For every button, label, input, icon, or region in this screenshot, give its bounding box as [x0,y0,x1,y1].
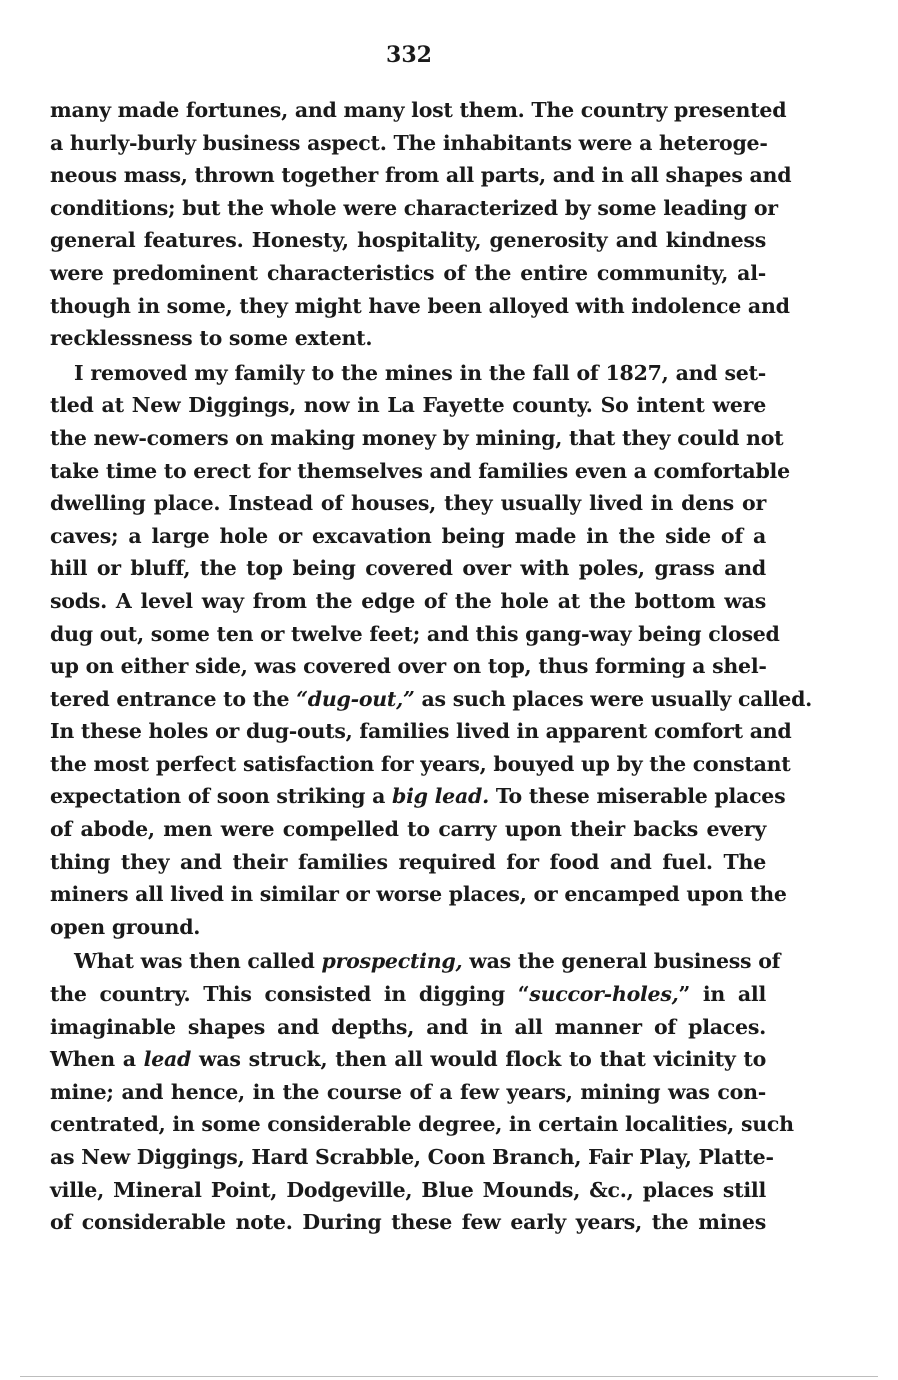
text-line: of considerable note. During these few early years, the mines [50,1210,766,1235]
text-line [50,1043,766,1076]
text-line [50,683,813,716]
italic-term: big lead. [392,784,489,809]
paragraph-2 [50,357,813,944]
text-line: take time to erect for themselves and families even a comfortable [50,458,790,483]
text-line: mine; and hence, in the course of a few years, mining was con- [50,1079,766,1104]
line-text: To these miserable places [488,784,786,809]
text-line: though in some, they might have been alloyed with indolence and [50,293,790,318]
text-line: imaginable shapes and depths, and in all manner of places. [50,1014,766,1039]
text-line: thing they and their families required for food and fuel. The [50,849,766,874]
text-line: many made fortunes, and many lost them. The country presented [50,98,787,122]
text-line: a hurly-burly business aspect. The inhabitants were a heteroge- [50,130,768,155]
text-line: tled at New Diggings, now in La Fayette county. So intent were [50,393,766,418]
text-line: the most perfect satisfaction for years, bouyed up by the constant [50,751,791,776]
line-text: When a [50,1047,144,1072]
text-line: general features. Honesty, hospitality, generosity and kindness [50,228,766,253]
paragraph-3 [50,945,794,1238]
text-line: In these holes or dug-outs, families lived in apparent comfort and [50,719,792,744]
text-line: I removed my family to the mines in the fall of 1827, and set- [74,360,766,385]
text-line: hill or bluff, the top being covered over with poles, grass and [50,556,766,581]
line-text: was struck, then all would flock to that vicinity to [191,1047,767,1072]
page-edge-rule [20,1376,878,1377]
text-line: dug out, some ten or twelve feet; and this gang-way being closed [50,621,780,646]
italic-term: “dug-out,” [296,686,415,711]
text-line: dwelling place. Instead of houses, they usually lived in dens or [50,491,766,516]
line-text: ” in all [678,982,766,1007]
text-line: the new-comers on making money by mining, that they could not [50,425,784,450]
text-line: conditions; but the whole were characterized by some leading or [50,195,778,220]
text-line: neous mass, thrown together from all parts, and in all shapes and [50,163,792,188]
italic-term: lead [143,1047,192,1072]
text-line: miners all lived in similar or worse places, or encamped upon the [50,882,787,907]
line-text: the country. This consisted in digging “ [50,982,530,1007]
line-text: was the general business of [462,949,781,974]
text-line: recklessness to some extent. [50,326,373,351]
line-text: as such places were usually called. [414,686,813,711]
text-line: open ground. [50,914,201,939]
paragraph-1 [50,94,792,355]
text-line: sods. A level way from the edge of the hole at the bottom was [50,588,766,613]
italic-term: succor-holes, [529,982,679,1007]
line-text: What was then called [74,949,322,974]
text-line: of abode, men were compelled to carry upon their backs every [50,817,766,842]
text-line [50,780,786,813]
text-line: ville, Mineral Point, Dodgeville, Blue Mounds, &c., places still [50,1177,766,1202]
body-text [50,94,813,1239]
text-line: up on either side, was covered over on top, thus forming a shel- [50,654,767,679]
text-line: were predominent characteristics of the entire community, al- [50,260,766,285]
page-number: 332 [386,42,432,68]
text-line: caves; a large hole or excavation being made in the side of a [50,523,766,548]
line-text: expectation of soon striking a [50,784,393,809]
text-line [50,945,781,978]
text-line [50,978,766,1011]
text-line: centrated, in some considerable degree, in certain localities, such [50,1112,794,1137]
italic-term: prospecting, [321,949,463,974]
text-line: as New Diggings, Hard Scrabble, Coon Branch, Fair Play, Platte- [50,1145,774,1169]
line-text: tered entrance to the [50,686,297,711]
